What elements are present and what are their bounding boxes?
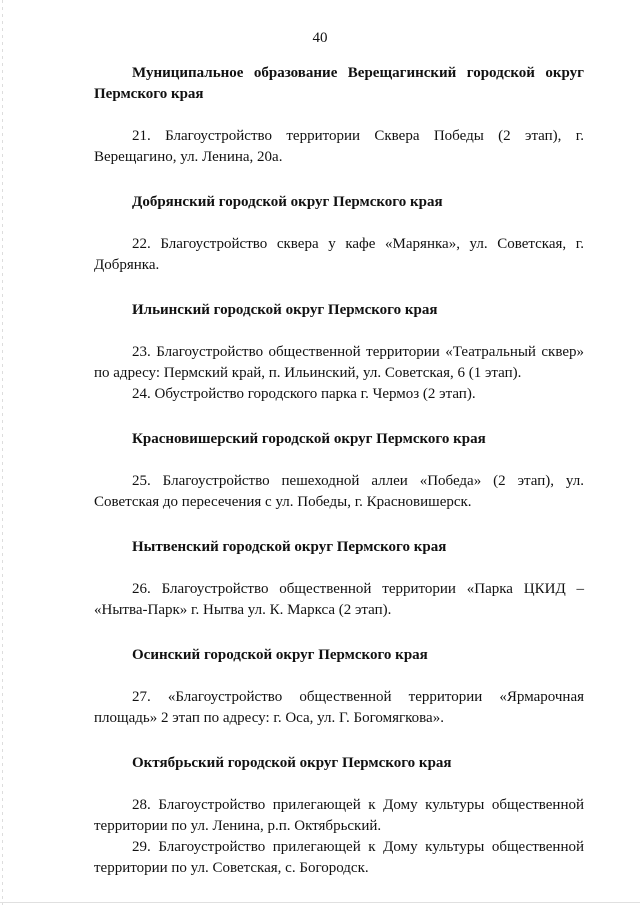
list-item: 28. Благоустройство прилегающей к Дому культуры общественной территории по ул. Ленина, р.п. Октябрьский. [94, 797, 584, 834]
scan-left-edge [2, 0, 3, 905]
section-heading: Ильинский городской округ Пермского края [132, 302, 438, 318]
list-item: 23. Благоустройство общественной территории «Театральный сквер» по адресу: Пермский край, п. Ильинский, ул. Советская, 6 (1 этап). [94, 344, 584, 381]
section-heading: Красновишерский городской округ Пермского края [132, 431, 486, 447]
list-item: 21. Благоустройство территории Сквера Победы (2 этап), г. Верещагино, ул. Ленина, 20а. [94, 128, 584, 165]
list-item: 24. Обустройство городского парка г. Чермоз (2 этап). [132, 386, 476, 402]
list-item: 27. «Благоустройство общественной территории «Ярмарочная площадь» 2 этап по адресу: г. Оса, ул. Г. Богомягкова». [94, 689, 584, 726]
section-heading: Нытвенский городской округ Пермского края [132, 539, 447, 555]
page-number: 40 [312, 30, 328, 46]
list-item: 26. Благоустройство общественной территории «Парка ЦКИД – «Нытва-Парк» г. Нытва ул. К. Маркса (2 этап). [94, 581, 584, 618]
section-heading: Октябрьский городской округ Пермского края [132, 755, 452, 771]
list-item: 29. Благоустройство прилегающей к Дому культуры общественной территории по ул. Советская, с. Богородск. [94, 839, 584, 876]
list-item: 22. Благоустройство сквера у кафе «Марянка», ул. Советская, г. Добрянка. [94, 236, 584, 273]
section-heading: Осинский городской округ Пермского края [132, 647, 428, 663]
section-heading: Добрянский городской округ Пермского края [132, 194, 443, 210]
document-body [94, 63, 584, 879]
scan-bottom-edge [0, 902, 640, 903]
section-heading: Муниципальное образование Верещагинский городской округ Пермского края [94, 65, 584, 102]
list-item: 25. Благоустройство пешеходной аллеи «Победа» (2 этап), ул. Советская до пересечения с ул. Победы, г. Красновишерск. [94, 473, 584, 510]
